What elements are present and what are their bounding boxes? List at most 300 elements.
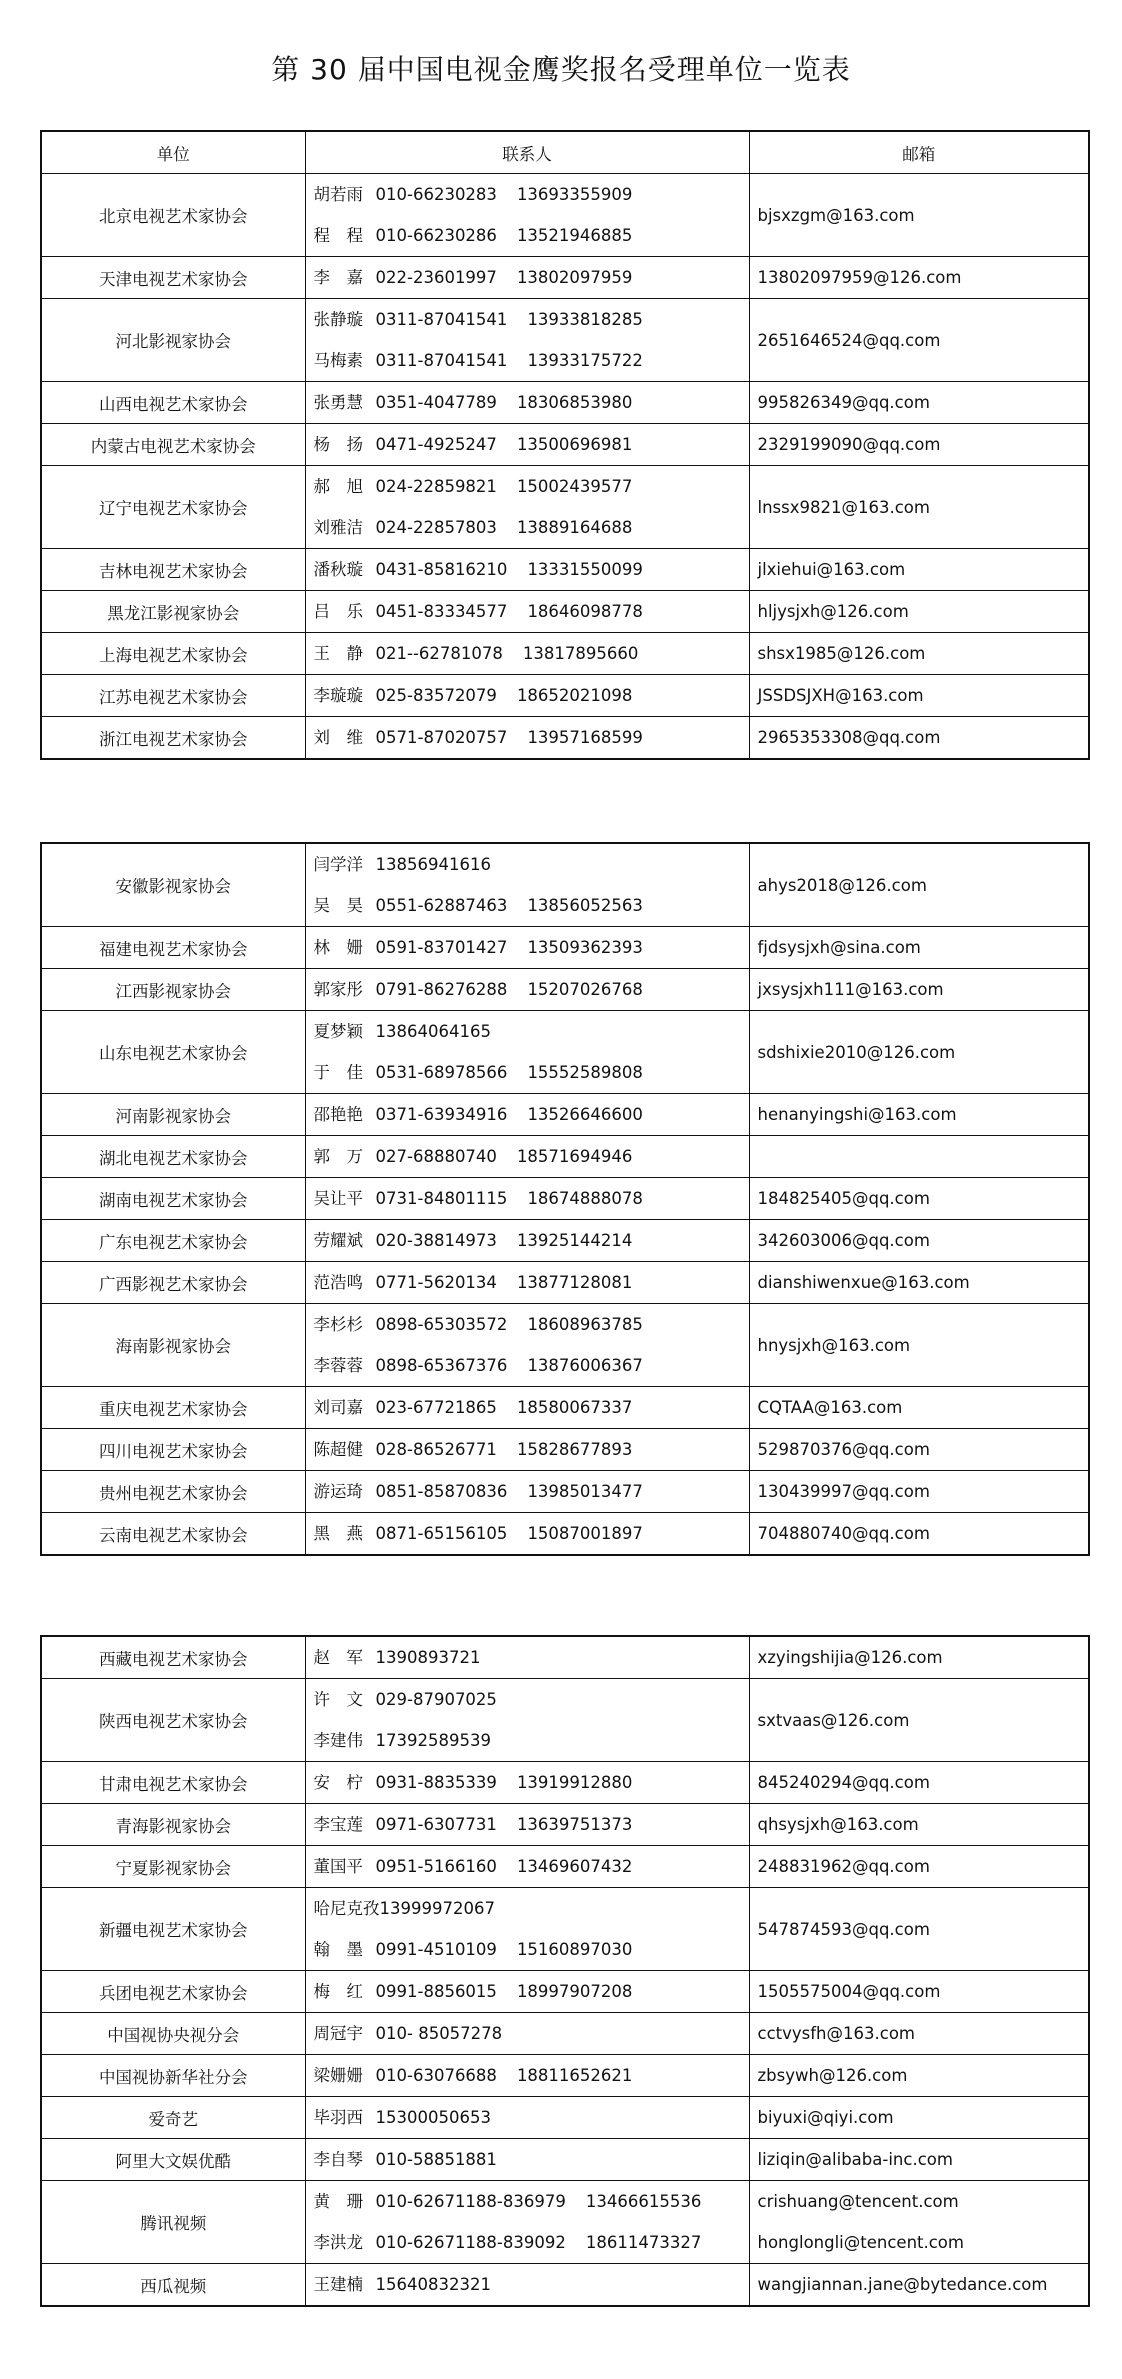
contact-mobile: 15002439577 <box>516 477 633 496</box>
contact-name: 周冠宇 <box>313 2024 363 2043</box>
contacts-cell <box>305 1636 749 1679</box>
contact-line <box>314 2264 749 2305</box>
contact-phone: 020-38814973 <box>375 1231 497 1250</box>
contact-mobile: 13877128081 <box>516 1273 633 1292</box>
table-row <box>41 1888 1089 1971</box>
contact-mobile: 13876006367 <box>527 1356 643 1375</box>
contact-name: 刘雅洁 <box>313 518 363 537</box>
table-row <box>41 382 1089 424</box>
unit-cell: 四川电视艺术家协会 <box>41 1429 305 1471</box>
contact-phone: 15640832321 <box>375 2275 491 2294</box>
contact-mobile: 18811652621 <box>516 2066 633 2085</box>
contact-line <box>314 1679 749 1720</box>
contact-mobile: 13802097959 <box>516 268 633 287</box>
contact-line <box>314 885 749 926</box>
unit-cell: 中国视协央视分会 <box>41 2013 305 2055</box>
contact-line <box>314 1094 749 1135</box>
contacts-cell <box>305 1136 749 1178</box>
contact-phone: 17392589539 <box>375 1731 491 1750</box>
email-cell: xzyingshijia@126.com <box>749 1636 1089 1679</box>
contacts-cell <box>305 2055 749 2097</box>
contact-name: 范浩鸣 <box>313 1273 363 1292</box>
email-cell: hnysjxh@163.com <box>749 1304 1089 1387</box>
unit-cell: 陕西电视艺术家协会 <box>41 1679 305 1762</box>
email-cell: jlxiehui@163.com <box>749 549 1089 591</box>
contact-phone: 010-58851881 <box>375 2150 497 2169</box>
unit-cell: 黑龙江影视家协会 <box>41 591 305 633</box>
unit-cell: 青海影视家协会 <box>41 1804 305 1846</box>
registration-table-3 <box>40 1635 1090 2307</box>
contacts-cell <box>305 424 749 466</box>
contact-line <box>314 466 749 507</box>
contact-name: 刘司嘉 <box>313 1398 363 1417</box>
contact-phone: 0771-5620134 <box>375 1273 497 1292</box>
contacts-cell <box>305 1971 749 2013</box>
contact-phone: 0991-8856015 <box>375 1982 497 2001</box>
contact-name: 哈尼克孜 <box>313 1899 380 1918</box>
contact-mobile: 18674888078 <box>527 1189 643 1208</box>
contact-name: 游运琦 <box>313 1482 363 1501</box>
contact-name: 潘秋璇 <box>313 560 363 579</box>
contact-phone: 024-22859821 <box>375 477 497 496</box>
contacts-cell <box>305 257 749 299</box>
contact-line <box>314 2181 749 2222</box>
contact-name: 郭家彤 <box>313 980 363 999</box>
contacts-cell <box>305 1471 749 1513</box>
contact-line <box>314 2013 749 2054</box>
contact-phone: 0851-85870836 <box>375 1482 508 1501</box>
contact-line <box>314 257 749 298</box>
table-row <box>41 1387 1089 1429</box>
email-cell: liziqin@alibaba-inc.com <box>749 2139 1089 2181</box>
header-email: 邮箱 <box>749 131 1089 174</box>
email-cell: ahys2018@126.com <box>749 843 1089 927</box>
contacts-cell <box>305 1387 749 1429</box>
contact-phone: 027-68880740 <box>375 1147 497 1166</box>
unit-cell: 新疆电视艺术家协会 <box>41 1888 305 1971</box>
contact-phone: 0931-8835339 <box>375 1773 497 1792</box>
contact-mobile: 15828677893 <box>516 1440 633 1459</box>
table-row <box>41 1513 1089 1556</box>
contact-line <box>314 1720 749 1761</box>
contact-line <box>314 1387 749 1428</box>
contact-mobile: 18646098778 <box>527 602 643 621</box>
contact-mobile: 13925144214 <box>516 1231 633 1250</box>
unit-cell: 西藏电视艺术家协会 <box>41 1636 305 1679</box>
unit-cell: 山西电视艺术家协会 <box>41 382 305 424</box>
contact-phone: 025-83572079 <box>375 686 497 705</box>
contacts-cell <box>305 1262 749 1304</box>
contact-name: 李宝莲 <box>313 1815 363 1834</box>
contact-name: 于 佳 <box>313 1063 363 1082</box>
table-row <box>41 2181 1089 2264</box>
contact-mobile: 13919912880 <box>516 1773 633 1792</box>
contact-line <box>314 969 749 1010</box>
contact-phone: 0371-63934916 <box>375 1105 508 1124</box>
contact-mobile: 18571694946 <box>516 1147 633 1166</box>
contact-phone: 022-23601997 <box>375 268 497 287</box>
table-row <box>41 257 1089 299</box>
contacts-cell <box>305 2181 749 2264</box>
registration-table-1 <box>40 130 1090 760</box>
contact-phone: 028-86526771 <box>375 1440 497 1459</box>
header-contacts: 联系人 <box>305 131 749 174</box>
contacts-cell <box>305 2139 749 2181</box>
email-cell: CQTAA@163.com <box>749 1387 1089 1429</box>
table-row <box>41 1220 1089 1262</box>
unit-cell: 北京电视艺术家协会 <box>41 174 305 257</box>
table-row <box>41 843 1089 927</box>
contact-phone: 0791-86276288 <box>375 980 508 999</box>
contact-mobile: 15087001897 <box>527 1524 643 1543</box>
email-cell: bjsxzgm@163.com <box>749 174 1089 257</box>
contacts-cell <box>305 1429 749 1471</box>
contact-phone: 021--62781078 <box>375 644 503 663</box>
contact-phone: 0871-65156105 <box>375 1524 508 1543</box>
unit-cell: 西瓜视频 <box>41 2264 305 2307</box>
contacts-cell <box>305 843 749 927</box>
email-cell: 704880740@qq.com <box>749 1513 1089 1556</box>
contact-name: 郭 万 <box>313 1147 363 1166</box>
unit-cell: 安徽影视家协会 <box>41 843 305 927</box>
unit-cell: 江苏电视艺术家协会 <box>41 675 305 717</box>
contact-line <box>314 1762 749 1803</box>
contacts-cell <box>305 927 749 969</box>
contact-line <box>314 1178 749 1219</box>
email-cell: JSSDSJXH@163.com <box>749 675 1089 717</box>
table-row <box>41 633 1089 675</box>
unit-cell: 腾讯视频 <box>41 2181 305 2264</box>
unit-cell: 浙江电视艺术家协会 <box>41 717 305 760</box>
contact-phone: 010- 85057278 <box>375 2024 503 2043</box>
header-unit: 单位 <box>41 131 305 174</box>
contact-mobile: 13817895660 <box>522 644 639 663</box>
email-cell: jxsysjxh111@163.com <box>749 969 1089 1011</box>
contact-line <box>314 1220 749 1261</box>
contact-name: 夏梦颖 <box>313 1022 363 1041</box>
contact-phone: 15300050653 <box>375 2108 491 2127</box>
unit-cell: 山东电视艺术家协会 <box>41 1011 305 1094</box>
contacts-cell <box>305 1220 749 1262</box>
contact-line <box>314 1846 749 1887</box>
email-cell: cctvysfh@163.com <box>749 2013 1089 2055</box>
contact-mobile: 13957168599 <box>527 728 643 747</box>
contact-mobile: 13466615536 <box>585 2192 702 2211</box>
contact-name: 董国平 <box>313 1857 363 1876</box>
contacts-cell <box>305 382 749 424</box>
contact-name: 李建伟 <box>313 1731 363 1750</box>
contact-phone: 010-63076688 <box>375 2066 497 2085</box>
contact-phone: 0431-85816210 <box>375 560 508 579</box>
table-row <box>41 2097 1089 2139</box>
unit-cell: 甘肃电视艺术家协会 <box>41 1762 305 1804</box>
contact-name: 李 嘉 <box>313 268 363 287</box>
contact-name: 郝 旭 <box>313 477 363 496</box>
unit-cell: 河南影视家协会 <box>41 1094 305 1136</box>
contact-mobile: 15207026768 <box>527 980 643 999</box>
contacts-cell <box>305 299 749 382</box>
contact-name: 王 静 <box>313 644 363 663</box>
table-row <box>41 1011 1089 1094</box>
email-cell: henanyingshi@163.com <box>749 1094 1089 1136</box>
contact-name: 李杉杉 <box>313 1315 363 1334</box>
table-row <box>41 2013 1089 2055</box>
table-row <box>41 1304 1089 1387</box>
contact-mobile: 18608963785 <box>527 1315 643 1334</box>
table-row <box>41 424 1089 466</box>
contact-line <box>314 2055 749 2096</box>
email-address: honglongli@tencent.com <box>757 2233 964 2252</box>
contact-name: 吕 乐 <box>313 602 363 621</box>
contact-mobile: 18306853980 <box>516 393 633 412</box>
contact-mobile: 13639751373 <box>516 1815 633 1834</box>
contact-mobile: 13933818285 <box>527 310 643 329</box>
unit-cell: 江西影视家协会 <box>41 969 305 1011</box>
contact-mobile: 13469607432 <box>516 1857 633 1876</box>
contact-mobile: 15552589808 <box>527 1063 643 1082</box>
contact-mobile: 13509362393 <box>527 938 643 957</box>
contact-phone: 0898-65367376 <box>375 1356 508 1375</box>
contacts-cell <box>305 2264 749 2307</box>
contact-line <box>314 424 749 465</box>
contacts-cell <box>305 1304 749 1387</box>
contacts-cell <box>305 466 749 549</box>
unit-cell: 阿里大文娱优酷 <box>41 2139 305 2181</box>
contact-mobile: 13693355909 <box>516 185 633 204</box>
contacts-cell <box>305 174 749 257</box>
page-title: 第 30 届中国电视金鹰奖报名受理单位一览表 <box>271 53 851 86</box>
email-cell: 184825405@qq.com <box>749 1178 1089 1220</box>
contact-phone: 0971-6307731 <box>375 1815 497 1834</box>
unit-cell: 贵州电视艺术家协会 <box>41 1471 305 1513</box>
contact-line <box>314 1971 749 2012</box>
table-row <box>41 927 1089 969</box>
contact-name: 劳耀斌 <box>313 1231 363 1250</box>
contact-mobile: 13526646600 <box>527 1105 643 1124</box>
contact-name: 杨 扬 <box>313 435 363 454</box>
contact-name: 刘 维 <box>313 728 363 747</box>
table-row <box>41 1094 1089 1136</box>
contacts-cell <box>305 591 749 633</box>
contact-phone: 010-62671188-839092 <box>375 2233 566 2252</box>
email-cell: biyuxi@qiyi.com <box>749 2097 1089 2139</box>
email-cell: sxtvaas@126.com <box>749 1679 1089 1762</box>
unit-cell: 湖北电视艺术家协会 <box>41 1136 305 1178</box>
contacts-cell <box>305 633 749 675</box>
table-row <box>41 299 1089 382</box>
contacts-cell <box>305 1846 749 1888</box>
contact-line <box>314 591 749 632</box>
contact-name: 赵 军 <box>313 1648 363 1667</box>
contact-phone: 0731-84801115 <box>375 1189 508 1208</box>
contact-line <box>314 299 749 340</box>
unit-cell: 宁夏影视家协会 <box>41 1846 305 1888</box>
contact-line <box>314 1804 749 1845</box>
contact-line <box>314 675 749 716</box>
contact-name: 翰 墨 <box>313 1940 363 1959</box>
table-row <box>41 1471 1089 1513</box>
contact-name: 程 程 <box>313 226 363 245</box>
contact-phone: 029-87907025 <box>375 1690 497 1709</box>
contact-name: 许 文 <box>313 1690 363 1709</box>
unit-cell: 吉林电视艺术家协会 <box>41 549 305 591</box>
contacts-cell <box>305 675 749 717</box>
contacts-cell <box>305 969 749 1011</box>
contact-line <box>314 2139 749 2180</box>
contact-phone: 0471-4925247 <box>375 435 497 454</box>
contact-mobile: 13856052563 <box>527 896 643 915</box>
contacts-cell <box>305 549 749 591</box>
unit-cell: 爱奇艺 <box>41 2097 305 2139</box>
contact-phone: 010-62671188-836979 <box>375 2192 566 2211</box>
contact-mobile: 18652021098 <box>516 686 633 705</box>
contact-line <box>314 2097 749 2138</box>
table-row <box>41 591 1089 633</box>
table-row <box>41 1679 1089 1762</box>
contact-line <box>314 1637 749 1678</box>
contact-line <box>314 507 749 548</box>
contact-phone: 0591-83701427 <box>375 938 508 957</box>
contact-phone: 024-22857803 <box>375 518 497 537</box>
unit-cell: 云南电视艺术家协会 <box>41 1513 305 1556</box>
contact-line <box>314 717 749 758</box>
contact-line <box>314 633 749 674</box>
contact-name: 吴 昊 <box>313 896 363 915</box>
email-cell: zbsywh@126.com <box>749 2055 1089 2097</box>
contact-line <box>314 174 749 215</box>
contact-mobile: 13521946885 <box>516 226 633 245</box>
unit-cell: 天津电视艺术家协会 <box>41 257 305 299</box>
contacts-cell <box>305 717 749 760</box>
contact-line <box>314 1345 749 1386</box>
registration-table-2 <box>40 842 1090 1556</box>
table-row <box>41 2264 1089 2307</box>
email-address: crishuang@tencent.com <box>757 2192 959 2211</box>
contact-phone: 010-66230283 <box>375 185 497 204</box>
contact-line <box>314 1929 749 1970</box>
unit-cell: 重庆电视艺术家协会 <box>41 1387 305 1429</box>
email-cell: 342603006@qq.com <box>749 1220 1089 1262</box>
contact-line <box>314 1262 749 1303</box>
contact-line <box>314 382 749 423</box>
table-row <box>41 466 1089 549</box>
contact-line <box>314 1888 749 1929</box>
unit-cell: 上海电视艺术家协会 <box>41 633 305 675</box>
contacts-cell <box>305 1679 749 1762</box>
contact-name: 李蓉蓉 <box>313 1356 363 1375</box>
contact-name: 梅 红 <box>313 1982 363 2001</box>
email-cell: sdshixie2010@126.com <box>749 1011 1089 1094</box>
contact-phone: 0551-62887463 <box>375 896 508 915</box>
contact-line <box>314 1513 749 1554</box>
contact-mobile: 13500696981 <box>516 435 633 454</box>
contact-phone: 010-66230286 <box>375 226 497 245</box>
contacts-cell <box>305 1178 749 1220</box>
contact-phone: 13999972067 <box>379 1899 495 1918</box>
table-row <box>41 969 1089 1011</box>
contacts-cell <box>305 2097 749 2139</box>
table-row <box>41 1136 1089 1178</box>
table-row <box>41 1429 1089 1471</box>
contact-phone: 0311-87041541 <box>375 310 508 329</box>
contact-name: 李洪龙 <box>313 2233 363 2252</box>
contact-name: 毕羽西 <box>313 2108 363 2127</box>
email-cell: 547874593@qq.com <box>749 1888 1089 1971</box>
email-cell: 248831962@qq.com <box>749 1846 1089 1888</box>
email-cell: hljysjxh@126.com <box>749 591 1089 633</box>
unit-cell: 河北影视家协会 <box>41 299 305 382</box>
contact-name: 黑 燕 <box>313 1524 363 1543</box>
table-row <box>41 1971 1089 2013</box>
contact-line <box>314 1052 749 1093</box>
contact-line <box>314 1471 749 1512</box>
email-cell: dianshiwenxue@163.com <box>749 1262 1089 1304</box>
email-cell: fjdsysjxh@sina.com <box>749 927 1089 969</box>
email-cell <box>749 2181 1089 2264</box>
table-row <box>41 1262 1089 1304</box>
unit-cell: 海南影视家协会 <box>41 1304 305 1387</box>
contact-name: 张勇慧 <box>313 393 363 412</box>
contact-line <box>314 1011 749 1052</box>
contact-line <box>314 2222 749 2263</box>
unit-cell: 兵团电视艺术家协会 <box>41 1971 305 2013</box>
table-row <box>41 1178 1089 1220</box>
contact-phone: 0311-87041541 <box>375 351 508 370</box>
unit-cell: 中国视协新华社分会 <box>41 2055 305 2097</box>
email-cell: shsx1985@126.com <box>749 633 1089 675</box>
contact-phone: 0951-5166160 <box>375 1857 497 1876</box>
email-cell: 13802097959@126.com <box>749 257 1089 299</box>
table-row <box>41 717 1089 760</box>
contacts-cell <box>305 1762 749 1804</box>
contact-name: 胡若雨 <box>313 185 363 204</box>
contact-phone: 0571-87020757 <box>375 728 508 747</box>
email-cell: wangjiannan.jane@bytedance.com <box>749 2264 1089 2307</box>
contact-name: 吴让平 <box>313 1189 363 1208</box>
contact-line <box>314 549 749 590</box>
contact-line <box>314 844 749 885</box>
contact-name: 李璇璇 <box>313 686 363 705</box>
email-cell: 995826349@qq.com <box>749 382 1089 424</box>
email-cell: 130439997@qq.com <box>749 1471 1089 1513</box>
email-cell: 1505575004@qq.com <box>749 1971 1089 2013</box>
table-row <box>41 1846 1089 1888</box>
contacts-cell <box>305 1888 749 1971</box>
email-cell: 2651646524@qq.com <box>749 299 1089 382</box>
table-row <box>41 2055 1089 2097</box>
email-cell <box>749 1136 1089 1178</box>
table-row <box>41 1636 1089 1679</box>
email-cell: lnssx9821@163.com <box>749 466 1089 549</box>
email-cell: qhsysjxh@163.com <box>749 1804 1089 1846</box>
table-row <box>41 1804 1089 1846</box>
contact-name: 安 柠 <box>313 1773 363 1792</box>
contact-phone: 0991-4510109 <box>375 1940 497 1959</box>
contact-mobile: 18611473327 <box>585 2233 702 2252</box>
contact-mobile: 18997907208 <box>516 1982 633 2001</box>
unit-cell: 湖南电视艺术家协会 <box>41 1178 305 1220</box>
table-row <box>41 549 1089 591</box>
contact-phone: 0898-65303572 <box>375 1315 508 1334</box>
table-row <box>41 2139 1089 2181</box>
contact-name: 李自琴 <box>313 2150 363 2169</box>
unit-cell: 内蒙古电视艺术家协会 <box>41 424 305 466</box>
contact-name: 马梅素 <box>313 351 363 370</box>
table-row <box>41 174 1089 257</box>
contact-phone: 1390893721 <box>375 1648 481 1667</box>
contact-mobile: 13933175722 <box>527 351 643 370</box>
contacts-cell <box>305 1011 749 1094</box>
